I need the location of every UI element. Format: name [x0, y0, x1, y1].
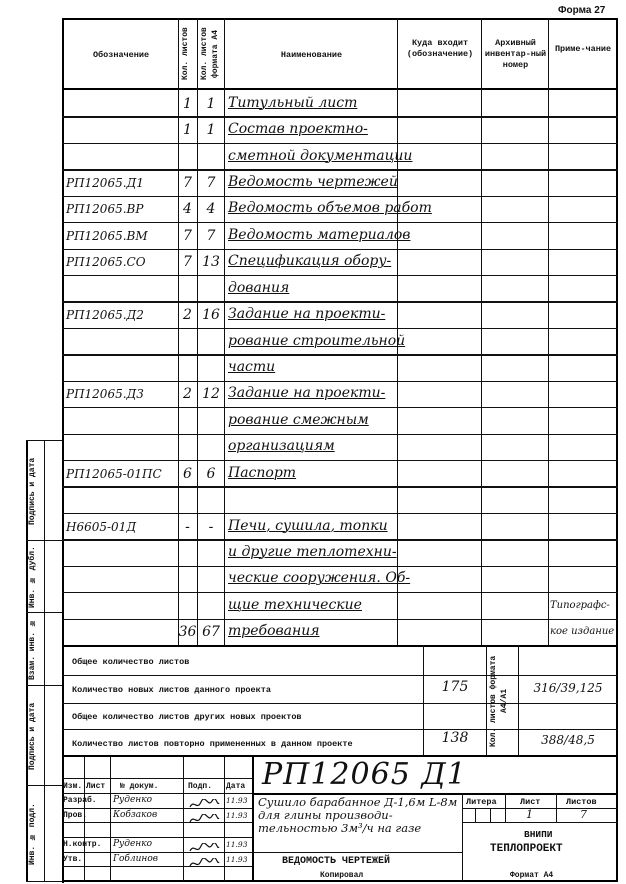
signature: [188, 855, 220, 865]
summary-reused-label: Количество листов повторно примененных в данном проекте: [72, 739, 353, 749]
row-designation: РП12065.СО: [66, 255, 146, 270]
row-sheets-a4: 1: [206, 95, 216, 112]
row-note: кое издание: [550, 626, 615, 638]
row-name: щие технические: [228, 596, 362, 613]
table-row: [62, 169, 618, 195]
side-label-vzam-inv: Взам. инв. №: [28, 618, 37, 680]
row-sheets: 1: [183, 122, 192, 139]
row-name: рование строительной: [228, 332, 406, 349]
summary-reused-value: 138: [441, 730, 469, 746]
table-row: [62, 249, 618, 275]
summary-a4-side-label: Кол. листов формата А4/А1: [489, 655, 509, 747]
stamp-sheet-label: Лист: [520, 797, 541, 807]
row-name: Ведомость чертежей: [228, 174, 398, 190]
stamp-role: Н.контр.: [63, 840, 102, 849]
stamp-name: Гоблинов: [113, 854, 158, 864]
stamp-col-doc: № докум.: [120, 782, 159, 791]
stamp-name: Руденко: [113, 839, 153, 849]
row-name: сметной документации: [228, 147, 413, 164]
side-label-inv-podl: Инв. № подл.: [28, 803, 37, 865]
row-designation: РП12065.Д1: [66, 176, 144, 190]
row-name: и другие теплотехни-: [228, 544, 397, 560]
row-name: Паспорт: [228, 464, 297, 481]
summary-new-value: 175: [441, 679, 469, 695]
row-name: Спецификация обору-: [228, 253, 392, 270]
row-sheets-a4: 6: [206, 465, 216, 482]
table-row: [62, 539, 618, 565]
stamp-sheet-value: 1: [526, 808, 533, 821]
table-row: [62, 275, 618, 301]
header-sheets-a4: Кол. листов формата А4: [200, 27, 220, 81]
stamp-sheets-label: Листов: [566, 797, 597, 807]
row-sheets: 36: [178, 624, 197, 641]
stamp-name: Руденко: [113, 795, 153, 805]
summary-new-a4: 316/39,125: [533, 681, 603, 695]
row-name: Задание на проекти-: [228, 306, 386, 323]
row-designation: РП12065.Д3: [66, 387, 144, 402]
row-sheets: 6: [183, 465, 192, 482]
stamp-title: ВЕДОМОСТЬ ЧЕРТЕЖЕЙ: [282, 856, 391, 867]
stamp-date: 11.93: [226, 811, 248, 820]
stamp-org1: ВНИПИ: [524, 829, 553, 840]
row-sheets-a4: 67: [202, 624, 220, 641]
signature: [188, 811, 220, 821]
stamp-date: 11.93: [226, 840, 248, 849]
form-label: Форма 27: [558, 5, 606, 16]
stamp-org2: ТЕПЛОПРОЕКТ: [490, 843, 563, 855]
table-row: [62, 566, 618, 592]
summary-total-label: Общее количество листов: [72, 657, 190, 667]
table-row: [62, 513, 618, 539]
row-sheets: 2: [183, 307, 192, 324]
row-name: Печи, сушила, топки: [228, 517, 388, 534]
table-row: [62, 328, 618, 354]
row-sheets: 1: [183, 95, 192, 112]
stamp-col-sign: Подп.: [188, 782, 213, 791]
table-row: [62, 143, 618, 169]
row-name: Задание на проекти-: [228, 385, 386, 402]
row-name: Титульный лист: [228, 94, 358, 111]
stamp-name: Кобзаков: [113, 810, 158, 820]
footer-format: Формат А4: [510, 871, 554, 880]
header-designation: Обозначение: [92, 50, 150, 60]
stamp-col-izm: Изм.: [63, 782, 83, 791]
row-sheets: 7: [183, 227, 192, 244]
row-sheets: -: [185, 518, 190, 535]
stamp-date: 11.93: [226, 855, 248, 864]
table-row: [62, 619, 618, 645]
summary-reused-a4: 388/48,5: [541, 733, 595, 747]
side-label-inv-dubl: Инв. № дубл.: [28, 546, 37, 608]
row-name: дования: [228, 279, 290, 296]
row-sheets-a4: 7: [206, 227, 216, 244]
stamp-sheets-value: 7: [580, 808, 587, 821]
row-sheets: 2: [183, 386, 192, 403]
row-sheets-a4: 4: [206, 201, 216, 218]
header-archive: Архивный инвентар-ный номер: [484, 38, 547, 70]
row-name: ческие сооружения. Об-: [228, 570, 411, 587]
stamp-litera-label: Литера: [466, 797, 497, 807]
table-row: [62, 460, 618, 486]
header-note: Приме-чание: [554, 44, 612, 54]
header-name: Наименование: [280, 50, 343, 60]
header-where-used: Куда входит (обозначение): [406, 38, 474, 59]
row-name: Ведомость материалов: [228, 226, 411, 243]
table-row: [62, 116, 618, 142]
table-row: [62, 90, 618, 116]
stamp-role: Пров.: [63, 811, 88, 820]
signature: [188, 840, 220, 850]
side-label-sign-date-top: Подпись и дата: [28, 457, 37, 525]
row-name: части: [228, 359, 276, 375]
table-row: [62, 407, 618, 433]
stamp-col-date: Дата: [226, 782, 246, 791]
table-row: [62, 301, 618, 327]
row-sheets: 4: [183, 201, 192, 218]
table-row: [62, 434, 618, 460]
row-name: рование смежным: [228, 411, 369, 428]
table-row: [62, 354, 618, 380]
stamp-col-list: Лист: [86, 782, 106, 791]
row-name: Ведомость объемов работ: [228, 200, 432, 217]
header-sheets: Кол. листов: [181, 27, 190, 81]
footer-copied: Копировал: [320, 871, 364, 880]
row-sheets-a4: 7: [206, 175, 216, 191]
row-designation: РП12065.ВР: [66, 202, 144, 217]
row-designation: РП12065-01ПС: [66, 466, 162, 481]
row-sheets-a4: 1: [206, 122, 216, 139]
side-label-sign-date-bottom: Подпись и дата: [28, 702, 37, 770]
table-row: [62, 381, 618, 407]
row-sheets-a4: 12: [202, 386, 220, 403]
row-sheets-a4: -: [208, 518, 214, 535]
row-note: Типографс-: [550, 599, 610, 611]
row-sheets: 7: [183, 175, 192, 191]
row-name: Состав проектно-: [228, 121, 368, 138]
row-designation: РП12065.Д2: [66, 308, 144, 323]
stamp-role: Утв.: [63, 855, 83, 864]
row-designation: РП12065.ВМ: [66, 228, 148, 243]
signature: [188, 796, 220, 806]
table-row: [62, 592, 618, 618]
stamp-role: Разраб.: [63, 796, 97, 805]
row-name: требования: [228, 623, 320, 640]
row-name: организациям: [228, 438, 335, 455]
row-sheets: 7: [183, 254, 192, 271]
summary-other-label: Общее количество листов других новых проектов: [72, 712, 302, 722]
row-designation: Н6605-01Д: [66, 519, 137, 534]
row-sheets-a4: 16: [202, 307, 220, 324]
table-row: [62, 222, 618, 248]
table-row: [62, 196, 618, 222]
stamp-code: РП12065 Д1: [262, 757, 467, 792]
row-sheets-a4: 13: [202, 254, 220, 271]
table-row: [62, 486, 618, 512]
stamp-date: 11.93: [226, 796, 248, 805]
stamp-description: Сушило барабанное Д-1,6м L-8м для глины производи- тельностью 3м³/ч на газе: [258, 795, 458, 835]
summary-new-label: Количество новых листов данного проекта: [72, 685, 271, 695]
